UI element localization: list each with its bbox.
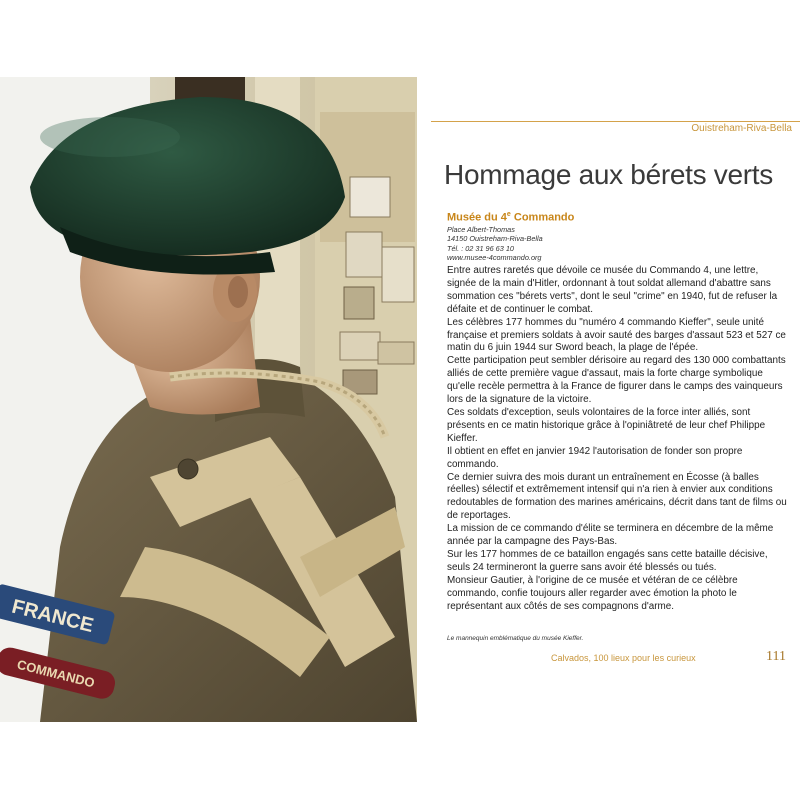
venue-address: Place Albert-Thomas [447,224,515,234]
paragraph: Ce dernier suivra des mois durant un entraînement en Écosse (à balles réelles) sélectif et extrêmement intensif qui n'a rien à envier aux conditions redoutables de formation des marines américains, décrit dans tant de films ou de reportages. [447,471,787,522]
venue-block [447,208,574,263]
photo-caption: Le mannequin emblématique du musée Kieffer. [447,635,584,642]
venue-website[interactable]: www.musee-4commando.org [447,253,542,263]
patch-commando-text: COMMANDO [15,656,97,691]
page-number: 111 [766,649,786,664]
paragraph: Il obtient en effet en janvier 1942 l'autorisation de fonder son propre commando. [447,445,743,470]
paragraph: Entre autres raretés que dévoile ce musée du Commando 4, une lettre, signée de la main d'Hitler, ordonnant à tout soldat allemand d'abattre sans sommation ces "bérets verts", dont le seul "crime" en 1940, fut de refuser la défaite et de continuer le combat. [447,265,778,315]
patch-france-text: FRANCE [9,595,96,638]
running-head-rule [431,121,800,122]
paragraph: Monsieur Gautier, à l'origine de ce musée et vétéran de ce célèbre commando, confie toujours aller regarder avec émotion la photo le représentant aux côtés de ses compagnons d'arme. [447,574,738,612]
venue-name: Musée du 4e Commando [447,211,575,224]
paragraph: Ces soldats d'exception, seuls volontaires de la force inter alliés, sont présents en ce matin historique grâce à l'opiniâtreté de leur chef Philippe Kieffer. [447,406,766,444]
book-footer: Calvados, 100 lieux pour les curieux [551,653,696,663]
article-page [417,77,800,722]
mannequin-photo [0,77,417,722]
paragraph: Les célèbres 177 hommes du "numéro 4 commando Kieffer", seule unité française et premiers soldats à avoir sauté des barges d'assaut 523 et 527 ce matin du 6 juin 1944 sur Sword beach, la plage de l'épée. [447,316,786,354]
paragraph: Sur les 177 hommes de ce bataillon engagés sans cette bataille décisive, seuls 24 termineront la guerre sans avoir été blessés ou tués. [447,548,768,573]
article-body [447,265,787,613]
paragraph: La mission de ce commando d'élite se terminera en décembre de la même année par la campagne des Pays-Bas. [447,523,774,548]
venue-phone: Tél. : 02 31 96 63 10 [447,243,514,253]
page-title: Hommage aux bérets verts [444,159,773,190]
running-head: Ouistreham-Riva-Bella [691,123,792,134]
paragraph: Cette participation peut sembler dérisoire au regard des 130 000 combattants alliés de cette première vague d'assaut, mais la forte charge symbolique qu'elle recèle permettra à la France de figurer dans le camps des vainqueurs lors de la signature de la victoire. [447,355,786,406]
venue-city: 14150 Ouistreham-Riva-Bella [447,234,543,244]
